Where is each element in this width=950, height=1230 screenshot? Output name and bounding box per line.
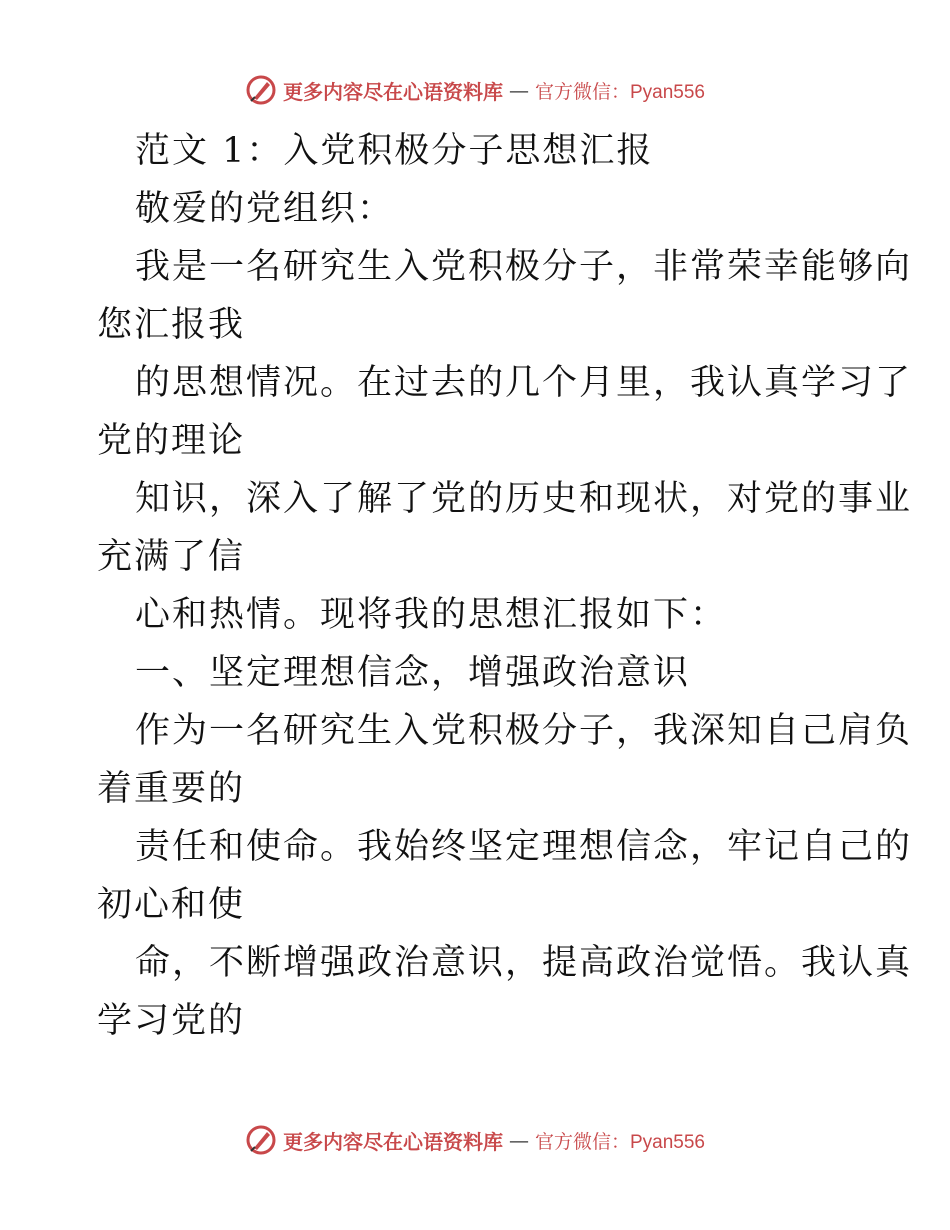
footer-watermark — [0, 1122, 950, 1158]
document-line: 知识，深入了解了党的历史和现状，对党的事业 — [135, 479, 913, 519]
header-watermark — [0, 72, 950, 108]
document-line: 命，不断增强政治意识，提高政治觉悟。我认真 — [135, 943, 913, 983]
watermark-contact-text: 官方微信：Pyan556 — [534, 1131, 705, 1153]
watermark-brand-text: 更多内容尽在心语资料库 — [282, 1129, 503, 1154]
document-line: 着重要的 — [97, 769, 246, 809]
watermark-brand-text: 更多内容尽在心语资料库 — [282, 79, 503, 104]
watermark-separator: — — [508, 78, 529, 102]
document-line: 充满了信 — [97, 537, 246, 577]
document-line: 初心和使 — [97, 885, 246, 925]
document-body — [97, 122, 913, 1050]
document-line: 一、坚定理想信念，增强政治意识 — [135, 653, 691, 693]
document-line: 我是一名研究生入党积极分子，非常荣幸能够向 — [135, 247, 913, 287]
document-line: 责任和使命。我始终坚定理想信念，牢记自己的 — [135, 827, 913, 867]
document-line: 敬爱的党组织： — [135, 189, 395, 229]
watermark-contact-text: 官方微信：Pyan556 — [534, 81, 705, 103]
document-line: 您汇报我 — [97, 305, 246, 345]
document-line: 范文 1：入党积极分子思想汇报 — [135, 131, 654, 171]
document-line: 的思想情况。在过去的几个月里，我认真学习了 — [135, 363, 913, 403]
quill-pen-logo-icon — [245, 74, 277, 106]
document-line: 学习党的 — [97, 1001, 246, 1041]
document-line: 党的理论 — [97, 421, 246, 461]
document-line: 作为一名研究生入党积极分子，我深知自己肩负 — [135, 711, 913, 751]
quill-pen-logo-icon — [245, 1124, 277, 1156]
watermark-separator: — — [508, 1128, 529, 1152]
document-line: 心和热情。现将我的思想汇报如下： — [135, 595, 728, 635]
